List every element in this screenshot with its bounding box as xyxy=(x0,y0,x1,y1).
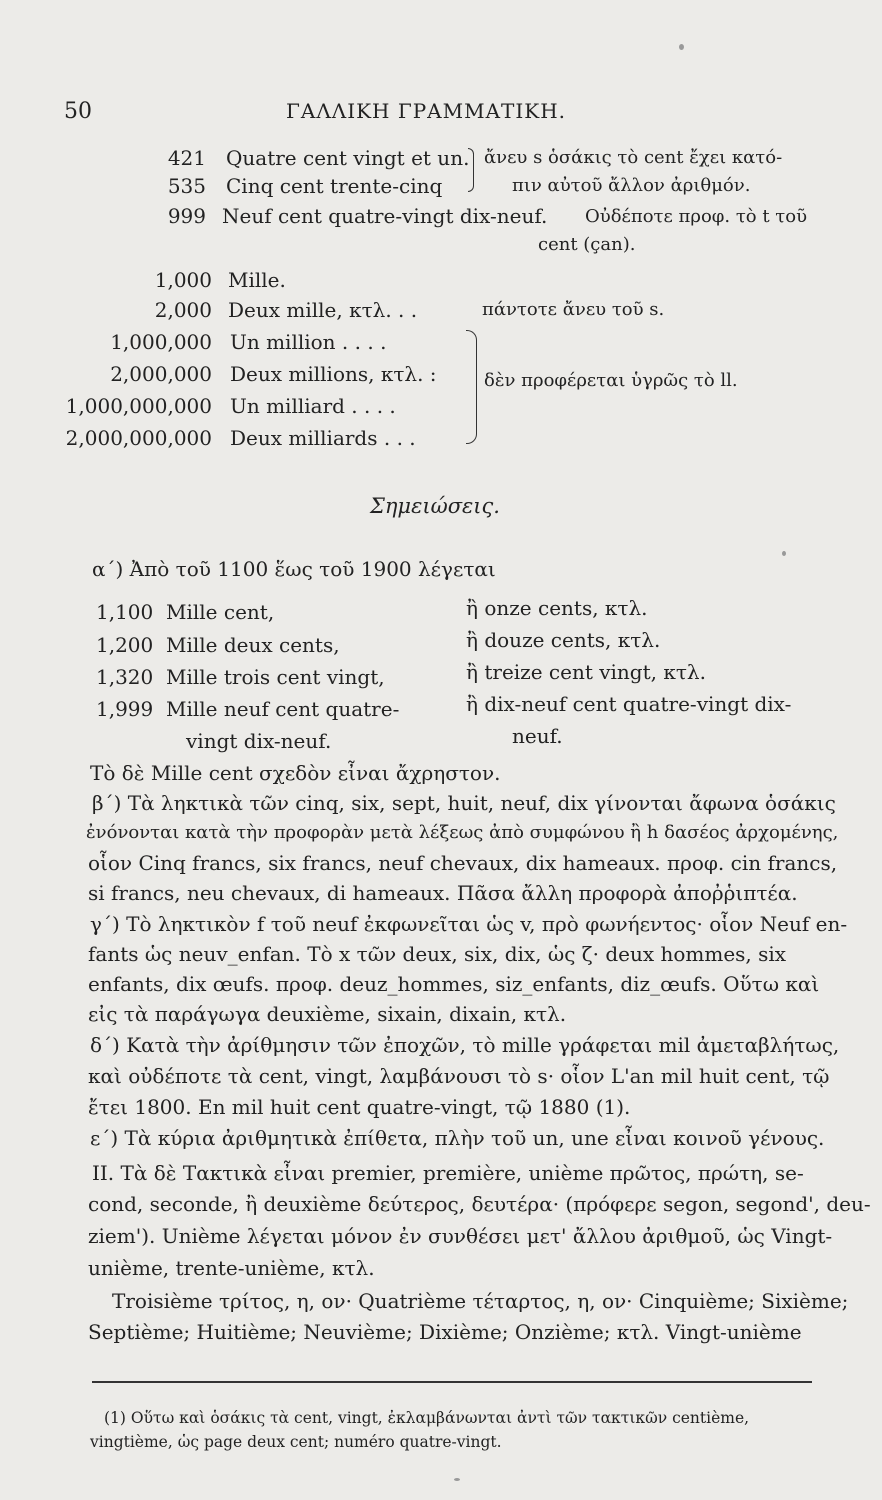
body-line-3: ἐνόνονται κατὰ τὴν προφορὰν μετὰ λέξεως ἀπὸ συμφώνου ἢ h δασέος ἀρχομένης, xyxy=(86,822,839,843)
note-421-535-line2: πιν αὐτοῦ ἄλλον ἀριθμόν. xyxy=(512,175,751,196)
body-line-15: cond, seconde, ἢ deuxième δεύτερος, δευτέρα· (πρόφερε segon, segond', deu- xyxy=(88,1192,871,1216)
paper-speck xyxy=(679,44,684,50)
numeral-word-millions: Deux millions, κτλ. : xyxy=(230,362,437,386)
numeral-word-milliard: Un milliard . . . . xyxy=(230,394,396,418)
numeral-word-421: Quatre cent vingt et un. xyxy=(226,146,470,170)
body-line-13: ε΄) Τὰ κύρια ἀριθμητικὰ ἐπίθετα, πλὴν τοῦ un, une εἶναι κοινοῦ γένους. xyxy=(90,1126,825,1150)
body-line-16: ziem'). Unième λέγεται μόνον ἐν συνθέσει μετ' ἄλλου ἀριθμοῦ, ὡς Vingt- xyxy=(88,1224,833,1248)
body-line-11: καὶ οὐδέποτε τὰ cent, vingt, λαμβάνουσι τὸ s· οἷον L'an mil huit cent, τῷ xyxy=(88,1064,830,1088)
note-2000: πάντοτε ἄνευ τοῦ s. xyxy=(482,299,665,320)
mille-number-1320: 1,320 xyxy=(96,665,154,689)
footnote-line-2: vingtième, ὡς page deux cent; numéro quatre-vingt. xyxy=(90,1433,502,1451)
mille-left-1320: Mille trois cent vingt, xyxy=(166,665,385,689)
footnote-rule xyxy=(92,1381,812,1383)
mille-number-1200: 1,200 xyxy=(96,633,154,657)
note-999-line1: Οὐδέποτε προφ. τὸ t τοῦ xyxy=(585,206,808,227)
page-title: ΓΑΛΛΙΚΗ ΓΡΑΜΜΑΤΙΚΗ. xyxy=(286,99,567,123)
body-line-9: εἰς τὰ παράγωγα deuxième, sixain, dixain, κτλ. xyxy=(88,1002,567,1026)
body-line-7: fants ὡς neuv_enfan. Τὸ x τῶν deux, six, dix, ὡς ζ· deux hommes, six xyxy=(88,942,787,966)
body-line-8: enfants, dix œufs. προφ. deuz_hommes, siz_enfants, diz_œufs. Οὕτω καὶ xyxy=(88,972,820,996)
paper-speck xyxy=(454,1478,460,1481)
body-line-6: γ΄) Τὸ ληκτικὸν f τοῦ neuf ἐκφωνεῖται ὡς v, πρὸ φωνήεντος· οἷον Neuf en- xyxy=(90,912,848,936)
brace-421-535 xyxy=(468,148,474,192)
mille-left-cont: vingt dix-neuf. xyxy=(186,729,332,753)
body-line-17: unième, trente-unième, κτλ. xyxy=(88,1256,375,1280)
brace-millions xyxy=(466,330,477,444)
number-2000000: 2,000,000 xyxy=(110,362,212,386)
note-million: δὲν προφέρεται ὑγρῶς τὸ ll. xyxy=(484,370,738,391)
body-line-2: β΄) Τὰ ληκτικὰ τῶν cinq, six, sept, huit, neuf, dix γίνονται ἄφωνα ὁσάκις xyxy=(92,791,836,815)
mille-left-1100: Mille cent, xyxy=(166,600,275,624)
paper-speck xyxy=(782,551,786,556)
body-line-12: ἔτει 1800. En mil huit cent quatre-vingt, τῷ 1880 (1). xyxy=(88,1095,631,1119)
number-421: 421 xyxy=(167,146,206,170)
mille-right-cont: neuf. xyxy=(512,724,563,748)
footnote-line-1: (1) Οὕτω καὶ ὁσάκις τὰ cent, vingt, ἐκλαμβάνωνται ἀντὶ τῶν τακτικῶν centième, xyxy=(104,1409,750,1427)
body-line-4: οἷον Cinq francs, six francs, neuf chevaux, dix hameaux. προφ. cin francs, xyxy=(88,851,838,875)
mille-right-1100: ἢ onze cents, κτλ. xyxy=(466,596,648,620)
page-number: 50 xyxy=(64,99,92,124)
number-999: 999 xyxy=(167,204,206,228)
mille-right-1320: ἢ treize cent vingt, κτλ. xyxy=(466,660,706,684)
numeral-word-milliards: Deux milliards . . . xyxy=(230,426,416,450)
body-line-10: δ΄) Κατὰ τὴν ἀρίθμησιν τῶν ἐποχῶν, τὸ mille γράφεται mil ἀμεταβλήτως, xyxy=(90,1033,840,1057)
mille-number-1100: 1,100 xyxy=(96,600,154,624)
body-line-5: si francs, neu chevaux, di hameaux. Πᾶσα ἄλλη προφορὰ ἀποῤῥιπτέα. xyxy=(88,881,798,905)
number-1000000000: 1,000,000,000 xyxy=(65,394,212,418)
note-421-535-line1: ἄνευ s ὁσάκις τὸ cent ἔχει κατό- xyxy=(484,147,783,168)
number-2000000000: 2,000,000,000 xyxy=(65,426,212,450)
number-2000: 2,000 xyxy=(154,298,212,322)
number-535: 535 xyxy=(167,174,206,198)
numeral-word-999: Neuf cent quatre-vingt dix-neuf. xyxy=(222,204,548,228)
body-line-1: Τὸ δὲ Mille cent σχεδὸν εἶναι ἄχρηστον. xyxy=(90,761,501,785)
mille-right-1999: ἢ dix-neuf cent quatre-vingt dix- xyxy=(466,692,792,716)
number-1000: 1,000 xyxy=(154,268,212,292)
numeral-word-535: Cinq cent trente-cinq xyxy=(226,174,443,198)
body-line-14: II. Τὰ δὲ Τακτικὰ εἶναι premier, première, unième πρῶτος, πρώτη, se- xyxy=(92,1161,804,1185)
alpha-intro: α΄) Ἀπὸ τοῦ 1100 ἕως τοῦ 1900 λέγεται xyxy=(92,557,496,581)
body-line-18: Troisième τρίτος, η, ον· Quatrième τέταρτος, η, ον· Cinquième; Sixième; xyxy=(112,1289,849,1313)
numeral-word-million: Un million . . . . xyxy=(230,330,387,354)
body-line-19: Septième; Huitième; Neuvième; Dixième; Onzième; κτλ. Vingt-unième xyxy=(88,1320,802,1344)
mille-number-1999: 1,999 xyxy=(96,697,154,721)
section-title: Σημειώσεις. xyxy=(370,494,500,518)
mille-right-1200: ἢ douze cents, κτλ. xyxy=(466,628,661,652)
numeral-word-2000: Deux mille, κτλ. . . xyxy=(228,298,418,322)
numeral-word-1000: Mille. xyxy=(228,268,286,292)
mille-left-1999: Mille neuf cent quatre- xyxy=(166,697,400,721)
number-1000000: 1,000,000 xyxy=(110,330,212,354)
mille-left-1200: Mille deux cents, xyxy=(166,633,340,657)
note-999-line2: cent (çan). xyxy=(538,234,636,255)
